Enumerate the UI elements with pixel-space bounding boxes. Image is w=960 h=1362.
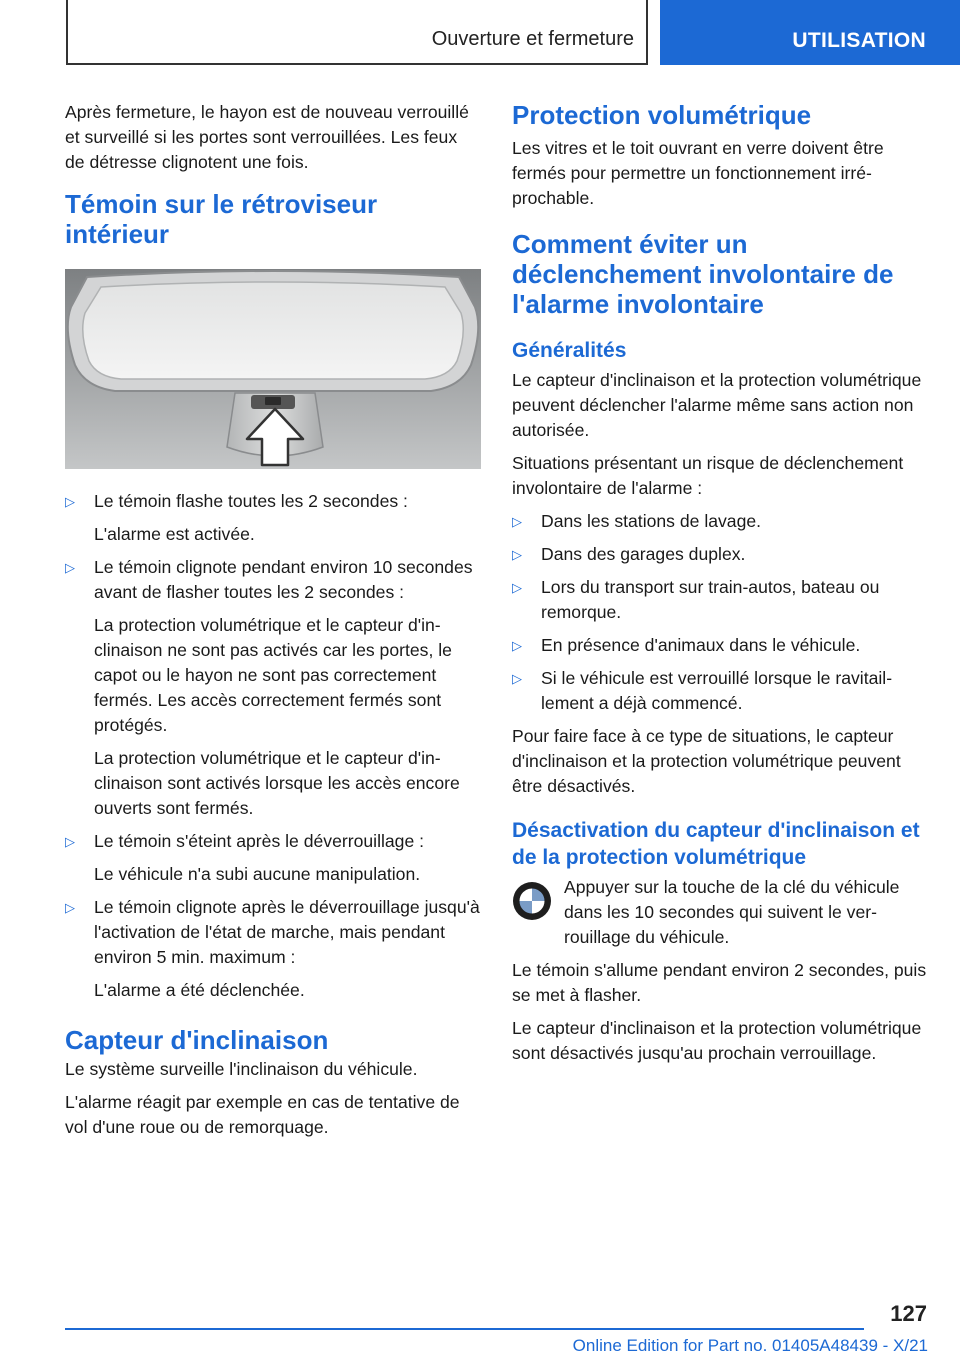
vehicle-key-logo-icon [512, 881, 552, 921]
list-item-detail: La protection volumétrique et le capteur d'inclinaison sont activés lorsque les accès encore ouverts sont fermés. [94, 748, 460, 818]
heading-desactivation: Désactivation du capteur d'inclinaison et de la protection volumétrique [512, 819, 920, 869]
capteur-paragraph-2: L'alarme réagit par exemple en cas de tentative de vol d'une roue ou de remorquage. [65, 1092, 460, 1137]
list-item-text: Dans les stations de lavage. [541, 511, 762, 531]
chapter-title: UTILISATION [792, 29, 926, 52]
page-number: 127 [890, 1301, 927, 1326]
section-title: Ouverture et fermeture [431, 28, 634, 50]
desactivation-paragraph-3: Le capteur d'inclinaison et la protection volumétrique sont désactivés jusqu'au prochain verrouillage. [512, 1018, 922, 1063]
list-item [65, 555, 481, 821]
bullet-triangle-icon: ▷ [512, 671, 522, 686]
heading-capteur: Capteur d'inclinaison [65, 1025, 329, 1055]
list-item-text: Dans des garages duplex. [541, 544, 746, 564]
heading-generalites: Généralités [512, 339, 627, 362]
indicator-list [65, 489, 481, 1003]
list-item-detail: La protection volumétrique et le capteur d'inclinaison ne sont pas activés car les portes, le capot ou le hayon ne sont pas correctement fermés. Les accès correctement fermés sont protégés. [94, 615, 452, 735]
desactivation-paragraph-1: Appuyer sur la touche de la clé du véhicule dans les 10 secondes qui suivent le verrouillage du véhicule. [564, 877, 900, 947]
intro-paragraph: Après fermeture, le hayon est de nouveau verrouillé et surveillé si les portes sont verrouillées. Les feux de détresse clignotent une fois. [65, 102, 469, 172]
bullet-triangle-icon: ▷ [65, 560, 75, 575]
protection-paragraph: Les vitres et le toit ouvrant en verre doivent être fermés pour permettre un fonctionnement irréprochable. [512, 138, 884, 208]
list-item [512, 575, 928, 625]
bullet-triangle-icon: ▷ [512, 547, 522, 562]
bullet-triangle-icon: ▷ [512, 638, 522, 653]
bullet-triangle-icon: ▷ [65, 494, 75, 509]
list-item [65, 829, 481, 887]
list-item-text: Le témoin flashe toutes les 2 secondes : [94, 491, 408, 511]
list-item-detail: L'alarme est activée. [94, 524, 255, 544]
list-item [512, 633, 928, 658]
header-section-title [66, 0, 648, 65]
list-item-text: Le témoin clignote pendant environ 10 secondes avant de flasher toutes les 2 secondes : [94, 557, 473, 602]
heading-protection: Protection volumétrique [512, 100, 812, 130]
footer-edition: Online Edition for Part no. 01405A48439 - X/21 [572, 1336, 928, 1355]
list-item-text: Si le véhicule est verrouillé lorsque le ravitaillement a déjà commencé. [541, 668, 893, 713]
list-item [65, 895, 481, 1003]
bullet-triangle-icon: ▷ [512, 514, 522, 529]
list-item-detail: L'alarme a été déclenchée. [94, 980, 305, 1000]
bullet-triangle-icon: ▷ [65, 900, 75, 915]
heading-temoin: Témoin sur le rétroviseur intérieur [65, 189, 378, 249]
generalites-paragraph-1: Le capteur d'inclinaison et la protection volumétrique peuvent déclencher l'alarme même sans action non autorisée. [512, 370, 922, 440]
list-item-text: Le témoin s'éteint après le déverrouillage : [94, 831, 425, 851]
bullet-triangle-icon: ▷ [512, 580, 522, 595]
list-item [65, 489, 481, 547]
key-note [512, 875, 928, 958]
left-column [65, 100, 481, 1148]
header-chapter-tab[interactable] [660, 0, 960, 65]
heading-eviter: Comment éviter un déclenchement involontaire de l'alarme involontaire [512, 229, 894, 319]
list-item-text: Le témoin clignote après le déverrouillage jusqu'à l'activation de l'état de marche, mais pendant environ 5 min. maximum : [94, 897, 480, 967]
list-item-text: En présence d'animaux dans le véhicule. [541, 635, 861, 655]
list-item-text: Lors du transport sur train-autos, bateau ou remorque. [541, 577, 880, 622]
desactivation-paragraph-2: Le témoin s'allume pendant environ 2 secondes, puis se met à flasher. [512, 960, 927, 1005]
list-item [512, 542, 928, 567]
situations-list [512, 509, 928, 716]
footer-divider [65, 1328, 864, 1330]
bullet-triangle-icon: ▷ [65, 834, 75, 849]
list-item-detail: Le véhicule n'a subi aucune manipulation. [94, 864, 421, 884]
capteur-paragraph-1: Le système surveille l'inclinaison du véhicule. [65, 1059, 418, 1079]
list-item [512, 666, 928, 716]
rearview-mirror-illustration [65, 269, 481, 469]
list-item [512, 509, 928, 534]
right-column [512, 100, 928, 1074]
generalites-paragraph-2: Situations présentant un risque de déclenchement involontaire de l'alarme : [512, 453, 904, 498]
generalites-paragraph-3: Pour faire face à ce type de situations, le capteur d'inclinaison et la protection volumétrique peuvent être désactivés. [512, 726, 901, 796]
